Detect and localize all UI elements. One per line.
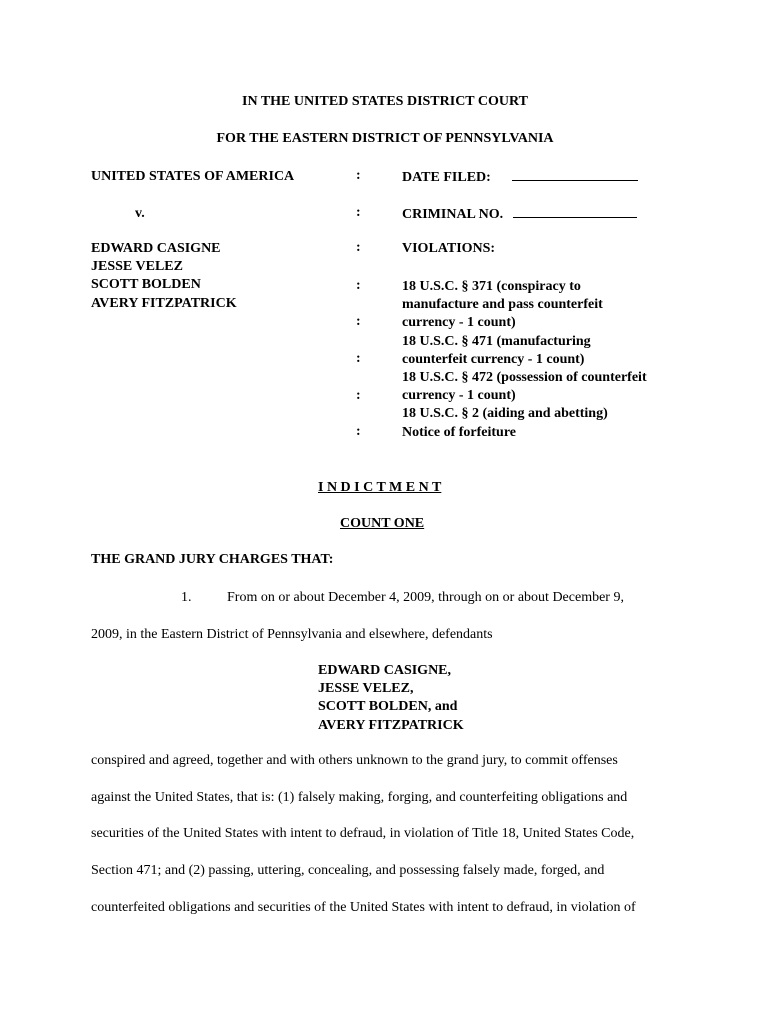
violation-line: currency - 1 count) [402,315,516,331]
count-title: COUNT ONE [340,516,425,531]
defendant-name: SCOTT BOLDEN [91,277,201,293]
paragraph-line: Section 471; and (2) passing, uttering, concealing, and possessing falsely made, forged, and [91,863,605,878]
caption-colon: : [356,278,361,293]
versus-label: v. [135,206,145,221]
defendant-name: JESSE VELEZ [91,259,183,275]
violations-list [402,278,647,442]
violation-line: counterfeit currency - 1 count) [402,351,585,367]
paragraph-number: 1. [181,590,192,605]
paragraph-line: conspired and agreed, together and with others unknown to the grand jury, to commit offenses [91,753,618,768]
defendant-name: AVERY FITZPATRICK [91,295,237,311]
district-name: FOR THE EASTERN DISTRICT OF PENNSYLVANIA [216,131,554,146]
defendant-name: SCOTT BOLDEN, and [318,699,458,715]
charges-heading: THE GRAND JURY CHARGES THAT: [91,552,334,567]
caption-colon: : [356,351,361,366]
violation-line: Notice of forfeiture [402,424,517,440]
caption-colon: : [356,205,361,220]
defendant-list [91,240,237,313]
criminal-no-field [402,205,637,224]
caption-colon: : [356,424,361,439]
date-filed-field [402,168,638,187]
violation-line: currency - 1 count) [402,388,516,404]
violation-line: manufacture and pass counterfeit [402,297,603,313]
violation-line: 18 U.S.C. § 371 (conspiracy to [402,279,581,294]
caption-colon: : [356,314,361,329]
caption-colon: : [356,388,361,403]
violation-line: 18 U.S.C. § 471 (manufacturing [402,333,591,349]
violations-label: VIOLATIONS: [402,241,496,256]
paragraph-line: against the United States, that is: (1) falsely making, forging, and counterfeiting obligations and [91,790,628,805]
caption-colon: : [356,168,361,183]
paragraph-first-line: From on or about December 4, 2009, through on or about December 9, [227,590,624,605]
defendant-name: EDWARD CASIGNE, [318,663,452,678]
defendant-name: AVERY FITZPATRICK [318,717,464,733]
paragraph-line: securities of the United States with intent to defraud, in violation of Title 18, United States Code, [91,826,635,841]
named-defendants [318,662,464,735]
criminal-no-label: CRIMINAL NO. [402,207,504,222]
defendant-name: JESSE VELEZ, [318,681,414,697]
court-name: IN THE UNITED STATES DISTRICT COURT [242,94,528,109]
paragraph-line: counterfeited obligations and securities of the United States with intent to defraud, in violation of [91,900,636,915]
defendant-name: EDWARD CASIGNE [91,241,221,256]
date-filed-label: DATE FILED: [402,170,491,185]
paragraph-line: 2009, in the Eastern District of Pennsylvania and elsewhere, defendants [91,627,493,642]
violation-line: 18 U.S.C. § 2 (aiding and abetting) [402,406,608,422]
caption-colon: : [356,240,361,255]
indictment-title: I N D I C T M E N T [318,480,442,495]
date-filed-blank [512,168,638,181]
violation-line: 18 U.S.C. § 472 (possession of counterfeit [402,370,647,386]
criminal-no-blank [513,205,637,218]
plaintiff-name: UNITED STATES OF AMERICA [91,169,295,184]
